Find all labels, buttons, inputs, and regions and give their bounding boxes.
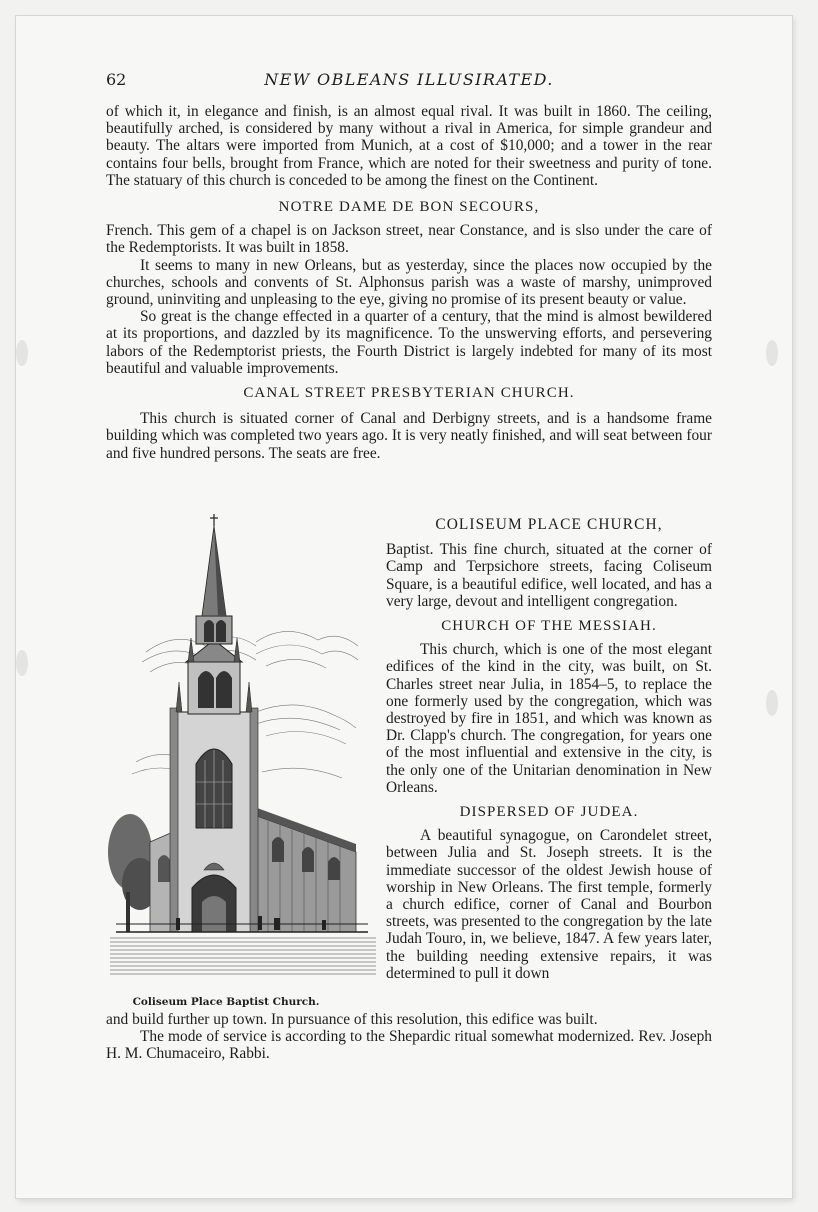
church-spire xyxy=(176,514,252,714)
page-edge-mark xyxy=(16,340,28,366)
intro-paragraph: of which it, in elegance and finish, is an almost equal rival. It was built in 1860. The ceiling, beautifully arched, is considered by many without a rival in America, for simple grandeur and beauty. The altars were imported from Munich, at a cost of $10,000; and a tower in the rear contains four bells, brought from France, which are noted for their sweetness and purity of tone. The statuary of this church is conceded to be among the finest on the Continent. xyxy=(106,103,712,189)
judea-paragraph-continued: and build further up town. In pursuance of this resolution, this edifice was built. xyxy=(106,1011,598,1028)
running-title: NEW OBLEANS ILLUSIRATED. xyxy=(264,70,554,89)
church-illustration xyxy=(106,512,378,1010)
page-edge-mark xyxy=(16,650,28,676)
church-engraving xyxy=(106,512,378,992)
figure-caption: Coliseum Place Baptist Church. xyxy=(132,996,320,1008)
right-text-column xyxy=(386,516,712,982)
messiah-paragraph: This church, which is one of the most elegant edifices of the kind in the city, was built, on St. Charles street near Julia, in 1854–5, to replace the one formerly used by the congregation, which was destroyed by fire in 1851, and which was known as Dr. Clapp's church. The congregation, for years one of the most influential and extensive in the city, is the only one of the Unitarian denomination in New Orleans. xyxy=(386,641,712,796)
page-edge-mark xyxy=(766,340,778,366)
notre-dame-paragraph-1: French. This gem of a chapel is on Jackson street, near Constance, and is slso under the care of the Redemptorists. It was built in 1858. xyxy=(106,222,712,257)
notre-dame-paragraph-2: It seems to many in new Orleans, but as yesterday, since the places now occupied by the churches, schools and convents of St. Alphonsus parish was a waste of marshy, unimproved ground, uninviting and unpleasing to the eye, giving no promise of its present beauty or value. xyxy=(106,256,712,309)
page-edge-mark xyxy=(766,690,778,716)
heading-messiah: CHURCH OF THE MESSIAH. xyxy=(441,618,657,635)
church-tower xyxy=(170,708,258,932)
aisle-window xyxy=(158,855,170,882)
notre-dame-paragraph-3: So great is the change effected in a quarter of a century, that the mind is almost bewildered at its proportions, and dazzled by its magnificence. To the unswerving efforts, and persevering labors of the Redemptorist priests, the Fourth District is largely indebted for many of its most beautiful and valuable improvements. xyxy=(106,308,712,377)
canal-street-paragraph: This church is situated corner of Canal and Derbigny streets, and is a handsome frame building which was completed two years ago. It is very neatly finished, and will seat between four and five hundred persons. The seats are free. xyxy=(106,410,712,462)
heading-notre-dame: NOTRE DAME DE BON SECOURS, xyxy=(278,199,540,216)
church-nave xyxy=(246,804,356,932)
heading-canal-street: CANAL STREET PRESBYTERIAN CHURCH. xyxy=(243,385,575,402)
street-hatching xyxy=(110,938,376,974)
bottom-text-column xyxy=(106,1011,712,1063)
page-number: 62 xyxy=(106,70,127,89)
coliseum-paragraph: Baptist. This fine church, situated at the corner of Camp and Terpsichore streets, facing Coliseum Square, is a beautiful edifice, well located, and has a very large, devout and intelligent congregation. xyxy=(386,541,712,610)
heading-judea: DISPERSED OF JUDEA. xyxy=(459,804,639,821)
top-text-column xyxy=(106,103,712,462)
heading-coliseum: COLISEUM PLACE CHURCH, xyxy=(435,516,663,533)
page-header xyxy=(106,70,712,92)
judea-final-paragraph: The mode of service is according to the Shepardic ritual somewhat modernized. Rev. Joseph H. M. Chumaceiro, Rabbi. xyxy=(106,1028,712,1063)
judea-paragraph: A beautiful synagogue, on Carondelet street, between Julia and St. Joseph streets. It is the immediate successor of the oldest Jewish house of worship in New Orleans. The first temple, formerly a church edifice, corner of Canal and Bourbon streets, was presented to the congregation by the late Judah Touro, in, we believe, 1847. A few years later, the building needing extensive repairs, it was determined to pull it down xyxy=(386,827,712,982)
